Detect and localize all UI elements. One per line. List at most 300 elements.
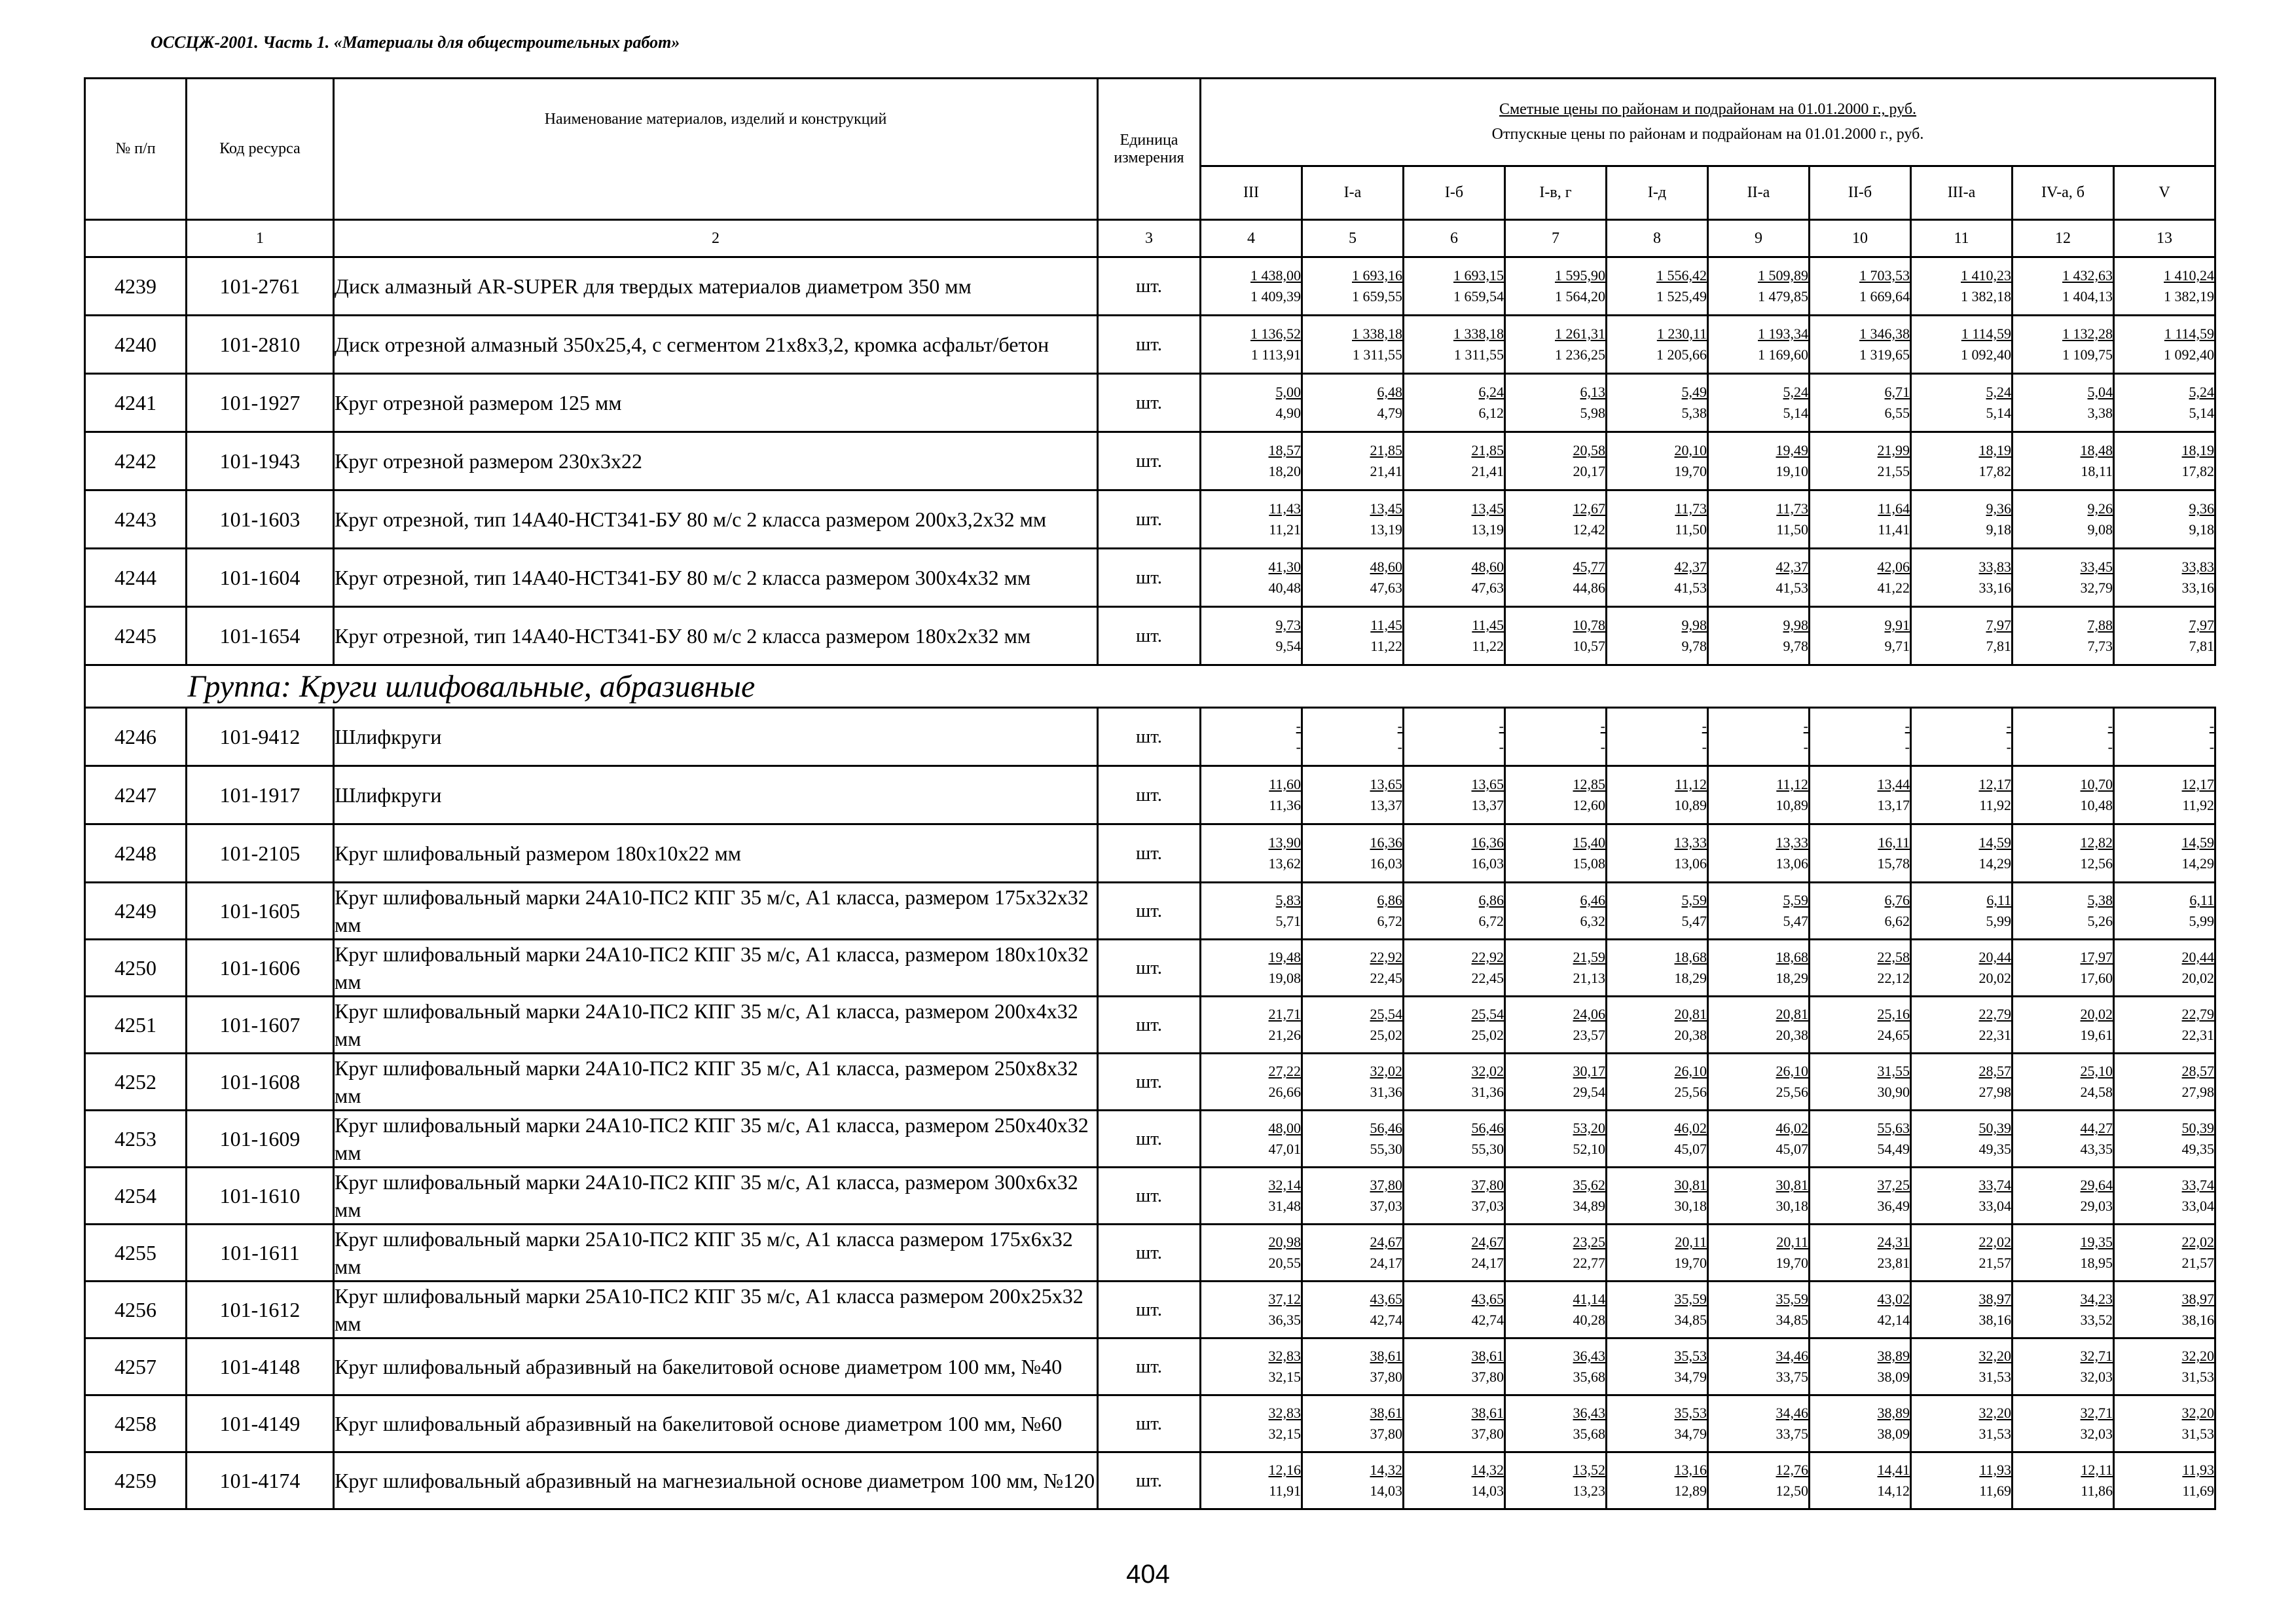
table-row xyxy=(85,1054,2215,1111)
release-price: 5,26 xyxy=(2087,913,2113,929)
price-cell xyxy=(1302,1111,1404,1168)
item-name: Круг шлифовальный абразивный на магнезиальной основе диаметром 100 мм, №120 xyxy=(334,1452,1098,1509)
estimate-price: 12,11 xyxy=(2081,1462,2113,1478)
row-number: 4258 xyxy=(85,1395,187,1452)
price-cell xyxy=(2013,432,2114,490)
release-price: 6,55 xyxy=(1884,405,1910,421)
price-cell xyxy=(2114,824,2215,883)
release-price: 5,14 xyxy=(1986,405,2011,421)
estimate-price: 20,44 xyxy=(2181,949,2215,965)
estimate-price: 9,26 xyxy=(2087,500,2113,517)
estimate-price: 32,71 xyxy=(2080,1405,2113,1421)
resource-code: 101-1943 xyxy=(187,432,334,490)
table-row xyxy=(85,549,2215,607)
release-price: 19,08 xyxy=(1268,970,1301,986)
release-price: 12,56 xyxy=(2080,855,2113,872)
price-cell xyxy=(1607,607,1708,665)
price-cell xyxy=(1201,374,1302,432)
release-price: 1 092,40 xyxy=(1961,346,2011,363)
release-price: 21,55 xyxy=(1877,463,1910,479)
estimate-price: 9,73 xyxy=(1275,617,1301,633)
release-price: 13,06 xyxy=(1776,855,1808,872)
release-price: 25,02 xyxy=(1370,1027,1402,1043)
column-number: 7 xyxy=(1505,220,1607,257)
price-cell xyxy=(2013,708,2114,766)
item-name: Круг отрезной размером 230х3х22 xyxy=(334,432,1098,490)
estimate-price: 22,92 xyxy=(1370,949,1402,965)
resource-code: 101-4148 xyxy=(187,1338,334,1395)
release-price: 4,90 xyxy=(1275,405,1301,421)
release-price: 31,36 xyxy=(1370,1084,1402,1100)
header-estimate-prices: Сметные цены по районам и подрайонам на 01.01.2000 г., руб. xyxy=(1499,101,1917,119)
release-price: 29,54 xyxy=(1573,1084,1605,1100)
price-cell xyxy=(2114,490,2215,549)
price-cell xyxy=(1708,549,1810,607)
price-cell xyxy=(2013,1452,2114,1509)
price-cell xyxy=(1911,1168,2013,1225)
group-title: Группа: Круги шлифовальные, абразивные xyxy=(187,665,2215,708)
price-cell xyxy=(1810,883,1911,940)
price-cell xyxy=(1302,708,1404,766)
price-cell xyxy=(2013,766,2114,824)
release-price: 19,10 xyxy=(1776,463,1808,479)
price-cell xyxy=(1404,766,1505,824)
price-cell xyxy=(1911,824,2013,883)
estimate-price: 13,65 xyxy=(1471,776,1504,792)
table-row xyxy=(85,1282,2215,1338)
price-cell xyxy=(1810,549,1911,607)
estimate-price: 35,62 xyxy=(1573,1177,1605,1193)
release-price: 27,98 xyxy=(2181,1084,2215,1100)
estimate-price: 6,13 xyxy=(1580,384,1605,400)
estimate-price: 20,11 xyxy=(1776,1234,1808,1250)
estimate-price: 32,83 xyxy=(1268,1348,1301,1364)
estimate-price: - xyxy=(1803,718,1808,734)
release-price: 3,38 xyxy=(2087,405,2113,421)
price-cell xyxy=(1810,766,1911,824)
release-price: 32,15 xyxy=(1268,1369,1301,1385)
price-cell xyxy=(1607,997,1708,1054)
price-cell xyxy=(1201,1282,1302,1338)
release-price: 47,63 xyxy=(1370,580,1402,596)
header-prices xyxy=(1201,79,2215,166)
price-cell xyxy=(1607,1452,1708,1509)
estimate-price: 14,32 xyxy=(1370,1462,1402,1478)
release-price: 1 404,13 xyxy=(2062,288,2113,304)
unit-of-measure: шт. xyxy=(1098,883,1201,940)
release-price: 12,89 xyxy=(1674,1483,1707,1499)
release-price: 14,03 xyxy=(1370,1483,1402,1499)
price-cell xyxy=(1302,997,1404,1054)
estimate-price: 12,17 xyxy=(2181,776,2215,792)
release-price: 5,47 xyxy=(1783,913,1808,929)
estimate-price: 11,45 xyxy=(1370,617,1402,633)
estimate-price: 38,61 xyxy=(1471,1348,1504,1364)
release-price: 1 409,39 xyxy=(1250,288,1301,304)
price-cell xyxy=(2114,432,2215,490)
release-price: 1 109,75 xyxy=(2062,346,2113,363)
release-price: 9,78 xyxy=(1783,638,1808,654)
price-cell xyxy=(1404,1054,1505,1111)
estimate-price: 19,35 xyxy=(2080,1234,2113,1250)
price-cell xyxy=(1911,432,2013,490)
price-cell xyxy=(1810,1452,1911,1509)
price-cell xyxy=(1810,1111,1911,1168)
release-price: 12,42 xyxy=(1573,521,1605,538)
release-price: 24,17 xyxy=(1471,1255,1504,1271)
unit-of-measure: шт. xyxy=(1098,316,1201,374)
price-cell xyxy=(1911,1395,2013,1452)
resource-code: 101-1609 xyxy=(187,1111,334,1168)
price-cell xyxy=(1505,1395,1607,1452)
estimate-price: 7,97 xyxy=(1986,617,2011,633)
unit-of-measure: шт. xyxy=(1098,1225,1201,1282)
price-cell xyxy=(1505,490,1607,549)
price-cell xyxy=(1607,766,1708,824)
resource-code: 101-1611 xyxy=(187,1225,334,1282)
table-row xyxy=(85,1452,2215,1509)
price-cell xyxy=(1505,257,1607,316)
release-price: 33,75 xyxy=(1776,1369,1808,1385)
estimate-price: 20,98 xyxy=(1268,1234,1301,1250)
estimate-price: 35,53 xyxy=(1674,1348,1707,1364)
price-cell xyxy=(1302,549,1404,607)
estimate-price: 17,97 xyxy=(2080,949,2113,965)
estimate-price: 12,76 xyxy=(1776,1462,1808,1478)
price-cell xyxy=(1708,1338,1810,1395)
release-price: 42,14 xyxy=(1877,1312,1910,1328)
price-cell xyxy=(2114,940,2215,997)
resource-code: 101-1610 xyxy=(187,1168,334,1225)
estimate-price: - xyxy=(1702,718,1707,734)
estimate-price: 48,60 xyxy=(1471,559,1504,575)
estimate-price: 1 410,24 xyxy=(2164,267,2215,284)
release-price: 31,53 xyxy=(1978,1369,2011,1385)
price-cell xyxy=(1708,374,1810,432)
release-price: 13,17 xyxy=(1877,797,1910,813)
price-cell xyxy=(1911,549,2013,607)
release-price: 11,69 xyxy=(2182,1483,2215,1499)
price-cell xyxy=(2114,1111,2215,1168)
estimate-price: 1 438,00 xyxy=(1250,267,1301,284)
price-cell xyxy=(1302,1168,1404,1225)
release-price: 35,68 xyxy=(1573,1426,1605,1442)
estimate-price: 25,10 xyxy=(2080,1063,2113,1079)
column-number: 12 xyxy=(2013,220,2114,257)
item-name: Круг шлифовальный марки 24А10-ПС2 КПГ 35 м/с, А1 класса, размером 250х8х32 мм xyxy=(334,1054,1098,1111)
price-cell xyxy=(1505,1225,1607,1282)
price-cell xyxy=(2114,1395,2215,1452)
price-cell xyxy=(1201,766,1302,824)
price-cell xyxy=(1607,374,1708,432)
row-number: 4247 xyxy=(85,766,187,824)
resource-code: 101-9412 xyxy=(187,708,334,766)
estimate-price: 11,73 xyxy=(1675,500,1707,517)
table-row xyxy=(85,1225,2215,1282)
price-cell xyxy=(1708,1282,1810,1338)
price-cell xyxy=(2114,549,2215,607)
estimate-price: 1 261,31 xyxy=(1555,325,1605,342)
table-row xyxy=(85,824,2215,883)
price-cell xyxy=(1505,708,1607,766)
resource-code: 101-1604 xyxy=(187,549,334,607)
estimate-price: 32,20 xyxy=(1978,1348,2011,1364)
price-cell xyxy=(2114,1282,2215,1338)
price-cell xyxy=(1708,1452,1810,1509)
price-cell xyxy=(1607,1111,1708,1168)
unit-of-measure: шт. xyxy=(1098,490,1201,549)
estimate-price: 56,46 xyxy=(1471,1120,1504,1136)
price-cell xyxy=(1708,1111,1810,1168)
estimate-price: 32,83 xyxy=(1268,1405,1301,1421)
price-cell xyxy=(1810,257,1911,316)
price-cell xyxy=(1505,1168,1607,1225)
release-price: 11,50 xyxy=(1776,521,1808,538)
estimate-price: 6,48 xyxy=(1377,384,1402,400)
price-table xyxy=(84,77,2216,1510)
release-price: 12,50 xyxy=(1776,1483,1808,1499)
release-price: 37,03 xyxy=(1471,1198,1504,1214)
price-cell xyxy=(2013,1054,2114,1111)
estimate-price: 14,32 xyxy=(1471,1462,1504,1478)
price-cell xyxy=(1404,432,1505,490)
estimate-price: 25,54 xyxy=(1370,1006,1402,1022)
release-price: 17,82 xyxy=(2181,463,2215,479)
price-cell xyxy=(1911,316,2013,374)
release-price: 34,85 xyxy=(1674,1312,1707,1328)
row-number: 4252 xyxy=(85,1054,187,1111)
estimate-price: 24,06 xyxy=(1573,1006,1605,1022)
item-name: Круг шлифовальный марки 24А10-ПС2 КПГ 35 м/с, А1 класса, размером 175х32х32 мм xyxy=(334,883,1098,940)
estimate-price: 46,02 xyxy=(1776,1120,1808,1136)
estimate-price: 43,65 xyxy=(1471,1291,1504,1307)
release-price: 20,02 xyxy=(2181,970,2215,986)
unit-of-measure: шт. xyxy=(1098,824,1201,883)
estimate-price: 20,44 xyxy=(1978,949,2011,965)
release-price: 18,11 xyxy=(2081,463,2113,479)
resource-code: 101-1917 xyxy=(187,766,334,824)
price-cell xyxy=(1201,607,1302,665)
release-price: 37,80 xyxy=(1370,1426,1402,1442)
row-number: 4240 xyxy=(85,316,187,374)
price-cell xyxy=(1708,432,1810,490)
release-price: 22,31 xyxy=(2181,1027,2215,1043)
price-cell xyxy=(2114,708,2215,766)
price-cell xyxy=(1505,1111,1607,1168)
header-region: I-д xyxy=(1607,166,1708,219)
estimate-price: 21,85 xyxy=(1471,442,1504,458)
estimate-price: 7,97 xyxy=(2189,617,2215,633)
release-price: 22,45 xyxy=(1370,970,1402,986)
release-price: 6,62 xyxy=(1884,913,1910,929)
estimate-price: 14,41 xyxy=(1877,1462,1910,1478)
release-price: 4,79 xyxy=(1377,405,1402,421)
estimate-price: 37,80 xyxy=(1471,1177,1504,1193)
price-cell xyxy=(1404,1395,1505,1452)
price-cell xyxy=(1505,883,1607,940)
release-price: - xyxy=(1499,739,1504,755)
price-cell xyxy=(1302,432,1404,490)
price-cell xyxy=(1607,708,1708,766)
price-cell xyxy=(1302,1225,1404,1282)
estimate-price: 55,63 xyxy=(1877,1120,1910,1136)
column-number: 13 xyxy=(2114,220,2215,257)
price-cell xyxy=(1911,1225,2013,1282)
release-price: 38,16 xyxy=(1978,1312,2011,1328)
estimate-price: - xyxy=(1397,718,1402,734)
estimate-price: 48,60 xyxy=(1370,559,1402,575)
unit-of-measure: шт. xyxy=(1098,1452,1201,1509)
item-name: Круг отрезной, тип 14А40-НСТ341-БУ 80 м/с 2 класса размером 180х2х32 мм xyxy=(334,607,1098,665)
price-cell xyxy=(2013,490,2114,549)
header-region: III-а xyxy=(1911,166,2013,219)
column-number: 3 xyxy=(1098,220,1201,257)
price-cell xyxy=(1505,766,1607,824)
release-price: 11,92 xyxy=(2182,797,2215,813)
price-cell xyxy=(1607,316,1708,374)
price-cell xyxy=(1302,766,1404,824)
release-price: 1 113,91 xyxy=(1250,346,1301,363)
release-price: 26,66 xyxy=(1268,1084,1301,1100)
estimate-price: 27,22 xyxy=(1268,1063,1301,1079)
price-cell xyxy=(1404,1111,1505,1168)
estimate-price: 22,79 xyxy=(2181,1006,2215,1022)
price-cell xyxy=(1911,1338,2013,1395)
price-cell xyxy=(1607,549,1708,607)
estimate-price: 16,36 xyxy=(1370,834,1402,851)
estimate-price: 1 193,34 xyxy=(1758,325,1808,342)
estimate-price: 16,36 xyxy=(1471,834,1504,851)
price-cell xyxy=(1607,1168,1708,1225)
estimate-price: 1 693,15 xyxy=(1453,267,1504,284)
release-price: 19,70 xyxy=(1776,1255,1808,1271)
estimate-price: 26,10 xyxy=(1674,1063,1707,1079)
release-price: - xyxy=(1600,739,1605,755)
resource-code: 101-4174 xyxy=(187,1452,334,1509)
column-number: 5 xyxy=(1302,220,1404,257)
header-release-prices: Отпускные цены по районам и подрайонам на 01.01.2000 г., руб. xyxy=(1491,126,1924,143)
estimate-price: 5,59 xyxy=(1681,892,1707,908)
price-cell xyxy=(1708,940,1810,997)
price-cell xyxy=(2013,257,2114,316)
estimate-price: 11,45 xyxy=(1472,617,1504,633)
release-price: 42,74 xyxy=(1370,1312,1402,1328)
release-price: - xyxy=(2006,739,2011,755)
header-num: № п/п xyxy=(85,79,187,220)
row-number: 4256 xyxy=(85,1282,187,1338)
estimate-price: 38,89 xyxy=(1877,1405,1910,1421)
estimate-price: 6,71 xyxy=(1884,384,1910,400)
price-cell xyxy=(1505,997,1607,1054)
release-price: 1 564,20 xyxy=(1555,288,1605,304)
column-number: 9 xyxy=(1708,220,1810,257)
estimate-price: 20,81 xyxy=(1776,1006,1808,1022)
row-number: 4248 xyxy=(85,824,187,883)
release-price: 10,57 xyxy=(1573,638,1605,654)
release-price: 30,90 xyxy=(1877,1084,1910,1100)
estimate-price: 5,38 xyxy=(2087,892,2113,908)
item-name: Шлифкруги xyxy=(334,708,1098,766)
release-price: 5,98 xyxy=(1580,405,1605,421)
price-cell xyxy=(1404,940,1505,997)
price-cell xyxy=(1607,883,1708,940)
release-price: 1 669,64 xyxy=(1859,288,1910,304)
item-name: Диск алмазный AR-SUPER для твердых материалов диаметром 350 мм xyxy=(334,257,1098,316)
price-cell xyxy=(1201,316,1302,374)
resource-code: 101-1654 xyxy=(187,607,334,665)
price-cell xyxy=(1810,940,1911,997)
row-number: 4239 xyxy=(85,257,187,316)
release-price: 24,65 xyxy=(1877,1027,1910,1043)
estimate-price: 12,17 xyxy=(1978,776,2011,792)
price-cell xyxy=(1708,607,1810,665)
price-cell xyxy=(1201,1054,1302,1111)
estimate-price: 6,11 xyxy=(2189,892,2215,908)
release-price: 32,03 xyxy=(2080,1369,2113,1385)
row-number: 4246 xyxy=(85,708,187,766)
price-cell xyxy=(1302,1452,1404,1509)
price-cell xyxy=(1505,1054,1607,1111)
estimate-price: - xyxy=(1499,718,1504,734)
price-cell xyxy=(1201,1395,1302,1452)
price-cell xyxy=(1404,1225,1505,1282)
price-cell xyxy=(2013,997,2114,1054)
release-price: 36,49 xyxy=(1877,1198,1910,1214)
release-price: 10,89 xyxy=(1674,797,1707,813)
price-cell xyxy=(1607,1225,1708,1282)
price-cell xyxy=(1810,432,1911,490)
release-price: 32,79 xyxy=(2080,580,2113,596)
release-price: 20,17 xyxy=(1573,463,1605,479)
release-price: 6,72 xyxy=(1377,913,1402,929)
estimate-price: 35,59 xyxy=(1674,1291,1707,1307)
price-cell xyxy=(1607,940,1708,997)
price-cell xyxy=(1708,766,1810,824)
release-price: 21,57 xyxy=(1978,1255,2011,1271)
price-cell xyxy=(1607,432,1708,490)
price-cell xyxy=(1404,607,1505,665)
estimate-price: 1 136,52 xyxy=(1250,325,1301,342)
release-price: 13,06 xyxy=(1674,855,1707,872)
release-price: 21,26 xyxy=(1268,1027,1301,1043)
page-number: 404 xyxy=(1126,1560,1170,1589)
release-price: 11,91 xyxy=(1269,1483,1301,1499)
unit-of-measure: шт. xyxy=(1098,549,1201,607)
item-name: Круг шлифовальный абразивный на бакелитовой основе диаметром 100 мм, №40 xyxy=(334,1338,1098,1395)
header-unit: Единица измерения xyxy=(1098,79,1201,220)
estimate-price: 11,43 xyxy=(1269,500,1301,517)
item-name: Круг шлифовальный марки 25А10-ПС2 КПГ 35 м/с, А1 класса размером 200х25х32 мм xyxy=(334,1282,1098,1338)
release-price: 1 382,19 xyxy=(2164,288,2215,304)
estimate-price: 38,61 xyxy=(1471,1405,1504,1421)
row-number: 4255 xyxy=(85,1225,187,1282)
estimate-price: 6,86 xyxy=(1478,892,1504,908)
release-price: 45,07 xyxy=(1674,1141,1707,1157)
price-cell xyxy=(1708,490,1810,549)
price-cell xyxy=(2114,1452,2215,1509)
release-price: 1 311,55 xyxy=(1453,346,1504,363)
unit-of-measure: шт. xyxy=(1098,257,1201,316)
column-number: 8 xyxy=(1607,220,1708,257)
release-price: 16,03 xyxy=(1370,855,1402,872)
header-region: III xyxy=(1201,166,1302,219)
header-region: V xyxy=(2114,166,2215,219)
column-number: 1 xyxy=(187,220,334,257)
estimate-price: 1 346,38 xyxy=(1859,325,1910,342)
release-price: 1 479,85 xyxy=(1758,288,1808,304)
release-price: 24,17 xyxy=(1370,1255,1402,1271)
column-number: 6 xyxy=(1404,220,1505,257)
